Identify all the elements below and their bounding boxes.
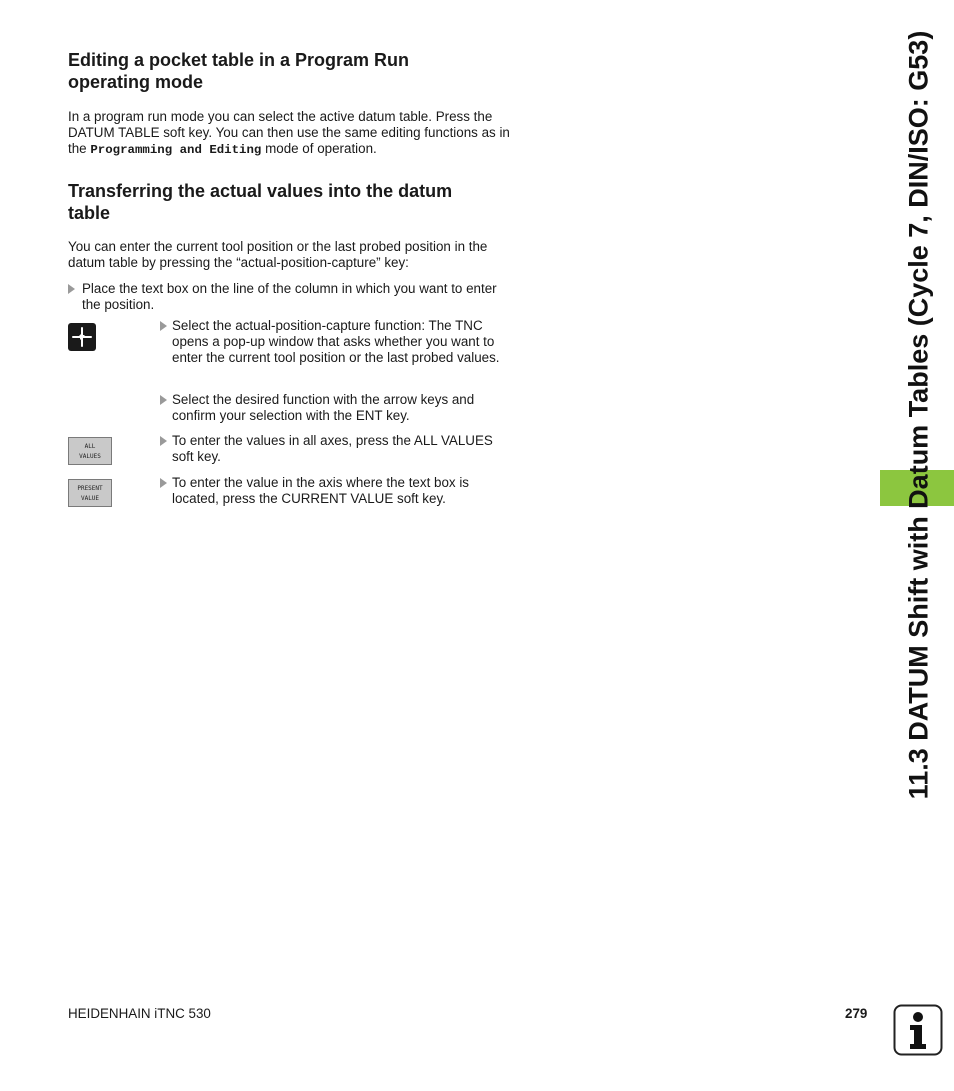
softkey-label: ALL (84, 443, 96, 450)
info-icon (893, 1004, 943, 1056)
heading-line: table (68, 203, 111, 223)
heading-line: operating mode (68, 72, 204, 92)
softkey-label: VALUE (80, 495, 100, 502)
transfer-intro: You can enter the current tool position or the last probed position in the datum table by pressing the “actual-position-capture” key: (68, 239, 488, 270)
footer-product: HEIDENHAIN iTNC 530 (68, 1006, 211, 1021)
all-values-softkey-icon (68, 437, 112, 465)
editing-paragraph (68, 109, 513, 158)
step-text: To enter the value in the axis where the text box is located, press the CURRENT VALUE soft key. (172, 475, 469, 506)
heading-line: Editing a pocket table in a Program Run (68, 50, 410, 70)
bullet-arrow-icon (160, 321, 167, 331)
present-value-softkey-icon (68, 479, 112, 507)
bullet-arrow-icon (160, 395, 167, 405)
mode-name: Programming and Editing (90, 143, 262, 157)
paragraph-text: In a program run mode you can select the active datum table. Press the DATUM TABLE soft key. You can then use the same editing functions as in the (68, 109, 510, 156)
bullet-arrow-icon (160, 478, 167, 488)
section-heading-transfer (68, 180, 508, 224)
softkey-label: VALUES (79, 453, 101, 460)
step-text: Place the text box on the line of the column in which you want to enter the position. (82, 281, 497, 312)
actual-position-capture-key-icon (68, 323, 96, 351)
chapter-sidebar-title: 11.3 DATUM Shift with Datum Tables (Cycle 7, DIN/ISO: G53) (903, 30, 934, 800)
bullet-arrow-icon (68, 284, 75, 294)
step-text: Select the desired function with the arrow keys and confirm your selection with the ENT key. (172, 392, 475, 423)
section-heading-editing (68, 49, 508, 93)
softkey-label: PRESENT (77, 485, 103, 492)
step-text: Select the actual-position-capture function: The TNC opens a pop-up window that asks whether you want to enter the current tool position or the last probed values. (172, 318, 500, 365)
paragraph-text: mode of operation. (261, 141, 377, 156)
heading-line: Transferring the actual values into the datum (68, 181, 453, 201)
page-number: 279 (845, 1006, 868, 1021)
step-text: To enter the values in all axes, press the ALL VALUES soft key. (172, 433, 493, 464)
bullet-arrow-icon (160, 436, 167, 446)
